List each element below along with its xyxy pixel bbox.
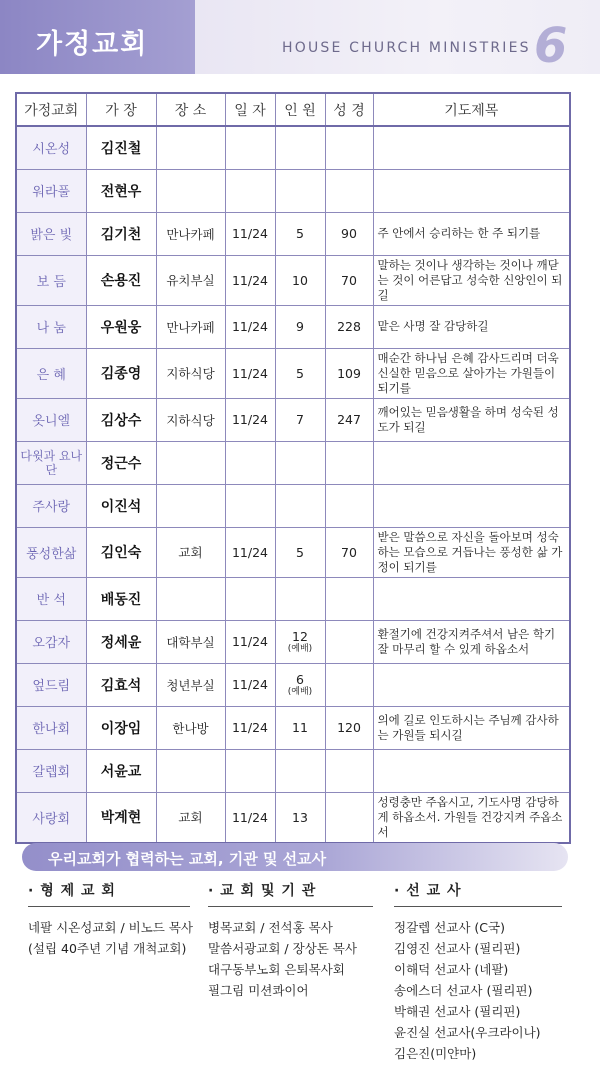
attendance-count: 10: [292, 272, 308, 288]
column-heading: · 교 회 및 기 관: [208, 880, 373, 907]
list-item: 병목교회 / 전석홍 목사: [208, 920, 333, 935]
attendance-cell: [275, 577, 325, 620]
list-item: (설립 40주년 기념 개척교회): [28, 941, 187, 956]
column-list: [394, 917, 562, 1064]
table-row: [16, 792, 570, 843]
church-name-cell: 다윗과 요나단: [16, 441, 86, 484]
list-item: 필그림 미션콰이어: [208, 983, 309, 998]
table-row: [16, 620, 570, 663]
column-header: 인 원: [275, 93, 325, 126]
table-header-row: [16, 93, 570, 126]
table-row: [16, 255, 570, 305]
list-item: 박해권 선교사 (필리핀): [394, 1004, 521, 1019]
page-title: 가정교회: [36, 29, 149, 60]
bible-reading-cell: [325, 792, 373, 843]
household-head-cell: 정세윤: [86, 620, 156, 663]
prayer-topic-cell: [373, 663, 570, 706]
date-cell: [225, 749, 275, 792]
table-body: [16, 126, 570, 843]
household-head-cell: 김종영: [86, 348, 156, 398]
column-header: 장 소: [156, 93, 225, 126]
household-head-cell: 전현우: [86, 169, 156, 212]
church-name-cell: 나 눔: [16, 305, 86, 348]
date-cell: 11/24: [225, 706, 275, 749]
attendance-cell: [275, 126, 325, 169]
church-name-cell: 시온성: [16, 126, 86, 169]
attendance-cell: [275, 663, 325, 706]
list-item: 김은진(미얀마): [394, 1046, 477, 1061]
column-list: [208, 917, 373, 1001]
household-head-cell: 박계현: [86, 792, 156, 843]
household-head-cell: 김인숙: [86, 527, 156, 577]
attendance-note: (예배): [287, 643, 313, 654]
household-head-cell: 서윤교: [86, 749, 156, 792]
date-cell: 11/24: [225, 255, 275, 305]
date-cell: 11/24: [225, 348, 275, 398]
date-cell: [225, 126, 275, 169]
prayer-topic-cell: [373, 484, 570, 527]
attendance-count: 11: [292, 720, 308, 735]
prayer-topic-cell: [373, 749, 570, 792]
place-cell: 유치부실: [156, 255, 225, 305]
attendance-cell: [275, 348, 325, 398]
attendance-count: 13: [292, 809, 308, 825]
date-cell: [225, 441, 275, 484]
place-cell: [156, 169, 225, 212]
place-cell: 청년부실: [156, 663, 225, 706]
household-head-cell: 김진철: [86, 126, 156, 169]
church-name-cell: 오감자: [16, 620, 86, 663]
date-cell: 11/24: [225, 212, 275, 255]
attendance-count: 5: [296, 544, 304, 560]
column-header: 일 자: [225, 93, 275, 126]
bible-reading-cell: [325, 484, 373, 527]
household-head-cell: 우원웅: [86, 305, 156, 348]
household-head-cell: 김기천: [86, 212, 156, 255]
table-row: [16, 577, 570, 620]
prayer-topic-cell: 환절기에 건강지켜주셔서 남은 학기 잘 마무리 할 수 있게 하옵소서: [373, 620, 570, 663]
bible-reading-cell: [325, 441, 373, 484]
brother-church-column: [28, 880, 194, 959]
church-name-cell: 갈렙회: [16, 749, 86, 792]
household-head-cell: 김효석: [86, 663, 156, 706]
bible-reading-cell: [325, 169, 373, 212]
prayer-topic-cell: 매순간 하나님 은혜 감사드리며 더욱 신실한 믿음으로 살아가는 가원들이 되기를: [373, 348, 570, 398]
household-head-cell: 손용진: [86, 255, 156, 305]
bible-reading-cell: [325, 663, 373, 706]
table-row: [16, 348, 570, 398]
list-item: 김영진 선교사 (필리핀): [394, 941, 521, 956]
place-cell: 만나카페: [156, 212, 225, 255]
attendance-count: 12: [292, 628, 308, 644]
list-item: 이해덕 선교사 (네팔): [394, 962, 509, 977]
attendance-count: 6: [296, 671, 304, 687]
date-cell: 11/24: [225, 305, 275, 348]
place-cell: [156, 484, 225, 527]
prayer-topic-cell: 의에 길로 인도하시는 주님께 감사하는 가원들 되시길: [373, 706, 570, 749]
prayer-topic-cell: 성령충만 주옵시고, 기도사명 감당하게 하옵소서. 가원들 건강지켜 주옵소서: [373, 792, 570, 843]
table-row: [16, 212, 570, 255]
place-cell: 대학부실: [156, 620, 225, 663]
church-name-cell: 옷니엘: [16, 398, 86, 441]
place-cell: [156, 577, 225, 620]
household-head-cell: 정근수: [86, 441, 156, 484]
house-church-table-wrap: [15, 92, 569, 844]
household-head-cell: 김상수: [86, 398, 156, 441]
place-cell: 한나방: [156, 706, 225, 749]
cooperation-title: 우리교회가 협력하는 교회, 기관 및 선교사: [48, 850, 327, 868]
place-cell: 교회: [156, 792, 225, 843]
date-cell: 11/24: [225, 398, 275, 441]
attendance-count: 9: [296, 319, 304, 334]
church-name-cell: 밝은 빛: [16, 212, 86, 255]
date-cell: 11/24: [225, 792, 275, 843]
list-item: 윤진실 선교사(우크라이나): [394, 1025, 541, 1040]
column-heading: · 선 교 사: [394, 880, 562, 907]
attendance-cell: [275, 255, 325, 305]
house-church-table: [15, 92, 571, 844]
church-name-cell: 워라풀: [16, 169, 86, 212]
attendance-cell: [275, 169, 325, 212]
attendance-cell: [275, 792, 325, 843]
attendance-cell: [275, 441, 325, 484]
attendance-count: 5: [296, 226, 304, 241]
church-name-cell: 사랑회: [16, 792, 86, 843]
column-heading: · 형 제 교 회: [28, 880, 190, 907]
prayer-topic-cell: [373, 441, 570, 484]
bible-reading-cell: 70: [325, 527, 373, 577]
attendance-cell: [275, 484, 325, 527]
column-list: [28, 917, 194, 959]
place-cell: 지하식당: [156, 398, 225, 441]
table-row: [16, 749, 570, 792]
church-name-cell: 보 듬: [16, 255, 86, 305]
bible-reading-cell: 70: [325, 255, 373, 305]
bible-reading-cell: 120: [325, 706, 373, 749]
place-cell: [156, 126, 225, 169]
table-row: [16, 706, 570, 749]
church-name-cell: 한나회: [16, 706, 86, 749]
place-cell: 지하식당: [156, 348, 225, 398]
list-item: 말씀서광교회 / 장상돈 목사: [208, 941, 357, 956]
household-head-cell: 이진석: [86, 484, 156, 527]
prayer-topic-cell: 말하는 것이나 생각하는 것이나 깨닫는 것이 어른답고 성숙한 신앙인이 되길: [373, 255, 570, 305]
church-name-cell: 반 석: [16, 577, 86, 620]
page-header: [0, 0, 600, 78]
list-item: 정갈렙 선교사 (C국): [394, 920, 505, 935]
prayer-topic-cell: 받은 말씀으로 자신을 돌아보며 성숙하는 모습으로 거듭나는 풍성한 삶 가정이 되기를: [373, 527, 570, 577]
bible-reading-cell: [325, 749, 373, 792]
place-cell: 만나카페: [156, 305, 225, 348]
date-cell: 11/24: [225, 620, 275, 663]
prayer-topic-cell: [373, 169, 570, 212]
date-cell: [225, 577, 275, 620]
attendance-cell: [275, 398, 325, 441]
attendance-count: 5: [296, 365, 304, 381]
attendance-cell: [275, 706, 325, 749]
column-header: 성 경: [325, 93, 373, 126]
date-cell: 11/24: [225, 663, 275, 706]
table-row: [16, 527, 570, 577]
church-name-cell: 엎드림: [16, 663, 86, 706]
bible-reading-cell: 109: [325, 348, 373, 398]
date-cell: 11/24: [225, 527, 275, 577]
table-row: [16, 305, 570, 348]
bible-reading-cell: [325, 126, 373, 169]
attendance-cell: [275, 749, 325, 792]
attendance-cell: [275, 620, 325, 663]
table-row: [16, 663, 570, 706]
missionary-column: [394, 880, 562, 1064]
table-row: [16, 126, 570, 169]
attendance-cell: [275, 527, 325, 577]
table-row: [16, 484, 570, 527]
bible-reading-cell: [325, 620, 373, 663]
page-number: 6: [534, 18, 568, 74]
place-cell: [156, 749, 225, 792]
table-row: [16, 441, 570, 484]
prayer-topic-cell: [373, 126, 570, 169]
church-name-cell: 은 혜: [16, 348, 86, 398]
date-cell: [225, 169, 275, 212]
bible-reading-cell: 228: [325, 305, 373, 348]
table-row: [16, 169, 570, 212]
column-header: 가정교회: [16, 93, 86, 126]
attendance-note: (예배): [287, 686, 313, 697]
prayer-topic-cell: 맡은 사명 잘 감당하길: [373, 305, 570, 348]
bible-reading-cell: 90: [325, 212, 373, 255]
household-head-cell: 배동진: [86, 577, 156, 620]
attendance-count: 7: [296, 412, 304, 427]
household-head-cell: 이장임: [86, 706, 156, 749]
church-name-cell: 주사랑: [16, 484, 86, 527]
bible-reading-cell: 247: [325, 398, 373, 441]
list-item: 네팔 시온성교회 / 비노드 목사: [28, 920, 194, 935]
page-subtitle: HOUSE CHURCH MINISTRIES: [282, 40, 531, 56]
prayer-topic-cell: 주 안에서 승리하는 한 주 되기를: [373, 212, 570, 255]
prayer-topic-cell: [373, 577, 570, 620]
prayer-topic-cell: 깨어있는 믿음생활을 하며 성숙된 성도가 되길: [373, 398, 570, 441]
attendance-cell: [275, 212, 325, 255]
date-cell: [225, 484, 275, 527]
attendance-cell: [275, 305, 325, 348]
list-item: 대구동부노회 은퇴목사회: [208, 962, 345, 977]
place-cell: [156, 441, 225, 484]
bible-reading-cell: [325, 577, 373, 620]
church-name-cell: 풍성한삶: [16, 527, 86, 577]
column-header: 가 장: [86, 93, 156, 126]
list-item: 송에스더 선교사 (필리핀): [394, 983, 533, 998]
column-header: 기도제목: [373, 93, 570, 126]
table-row: [16, 398, 570, 441]
place-cell: 교회: [156, 527, 225, 577]
church-institution-column: [208, 880, 373, 1001]
